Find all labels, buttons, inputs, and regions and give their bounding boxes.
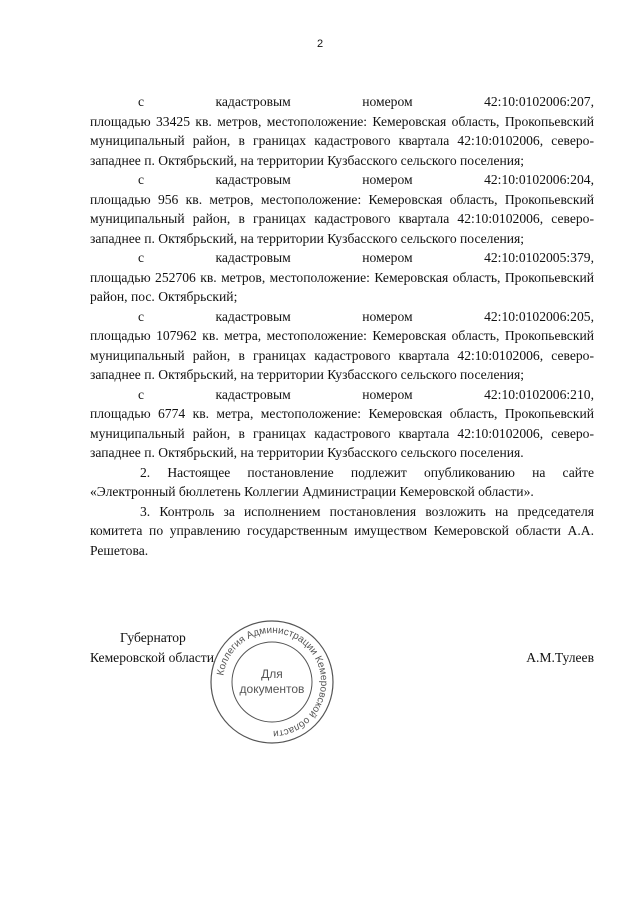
- parcel-description: площадью 6774 кв. метра, местоположение: Кемеровская область, Прокопьевский муниципальный район, в границах кадастрового квартала 42:10:0102006, северо-западнее п. Октябрьский, на территории Кузбасского сельского поселения.: [90, 406, 594, 460]
- document-body: [90, 92, 594, 560]
- parcel-prefix: с: [138, 94, 145, 109]
- parcel-description: площадью 956 кв. метров, местоположение: Кемеровская область, Прокопьевский муниципальный район, в границах кадастрового квартала 42:10:0102006, северо-западнее п. Октябрьский, на территории Кузбасского сельского поселения;: [90, 191, 594, 246]
- parcel-cadastral-number: 42:10:0102006:207,: [484, 94, 594, 109]
- parcel-cadastral-number: 42:10:0102005:379,: [484, 250, 594, 265]
- parcel-header: [90, 170, 594, 190]
- parcel-cadastral-number: 42:10:0102006:210,: [484, 386, 594, 402]
- parcel-header: [90, 385, 594, 405]
- clause-2: 2. Настоящее постановление подлежит опубликованию на сайте «Электронный бюллетень Коллегии Администрации Кемеровской области».: [90, 464, 594, 499]
- parcel-description: площадью 33425 кв. метров, местоположение: Кемеровская область, Прокопьевский муниципальный район, в границах кадастрового квартала 42:10:0102006, северо-западнее п. Октябрьский, на территории Кузбасского сельского поселения;: [90, 113, 594, 168]
- parcel-cadastral-number: 42:10:0102006:205,: [484, 308, 594, 324]
- parcel-word-number: номером: [362, 250, 413, 265]
- parcel-header: [90, 92, 594, 112]
- signature-block: [90, 628, 594, 668]
- parcel-header: [90, 248, 594, 268]
- clause-3: 3. Контроль за исполнением постановления возложить на председателя комитета по управлению государственным имуществом Кемеровской области А.А. Решетова.: [90, 503, 594, 558]
- parcel-word-cadastral: кадастровым: [215, 386, 291, 402]
- parcel-word-number: номером: [362, 172, 413, 187]
- stamp-ring-text: Коллегия Администрации Кемеровской области: [215, 624, 330, 740]
- parcel-header: [90, 307, 594, 327]
- signatory-name: А.М.Тулеев: [526, 650, 594, 665]
- signatory-title-line-2: Кемеровской области: [90, 650, 215, 665]
- parcel-prefix: с: [138, 308, 145, 324]
- parcel-description: площадью 252706 кв. метров, местоположение: Кемеровская область, Прокопьевский район, пос. Октябрьский;: [90, 269, 594, 304]
- parcel-item: [90, 385, 594, 463]
- parcel-item: [90, 92, 594, 170]
- parcel-item: [90, 248, 594, 307]
- parcel-prefix: с: [138, 386, 145, 402]
- parcel-word-cadastral: кадастровым: [215, 172, 291, 187]
- parcel-word-number: номером: [362, 94, 413, 109]
- official-stamp: [208, 618, 336, 746]
- parcel-prefix: с: [138, 172, 145, 187]
- page-number: 2: [316, 38, 324, 50]
- parcel-cadastral-number: 42:10:0102006:204,: [484, 172, 594, 187]
- parcel-word-number: номером: [362, 308, 413, 324]
- parcel-word-cadastral: кадастровым: [215, 308, 291, 324]
- stamp-center-line-1: Для: [261, 667, 283, 681]
- parcel-item: [90, 170, 594, 248]
- stamp-center-line-2: документов: [239, 682, 305, 696]
- parcel-word-cadastral: кадастровым: [215, 94, 291, 109]
- parcel-item: [90, 307, 594, 385]
- parcel-word-number: номером: [362, 386, 413, 402]
- parcel-prefix: с: [138, 250, 145, 265]
- signatory-title-line-1: Губернатор: [120, 630, 186, 645]
- parcel-description: площадью 107962 кв. метра, местоположение: Кемеровская область, Прокопьевский муниципальный район, в границах кадастрового квартала 42:10:0102006, северо-западнее п. Октябрьский, на территории Кузбасского сельского поселения;: [90, 328, 594, 382]
- parcel-word-cadastral: кадастровым: [215, 250, 291, 265]
